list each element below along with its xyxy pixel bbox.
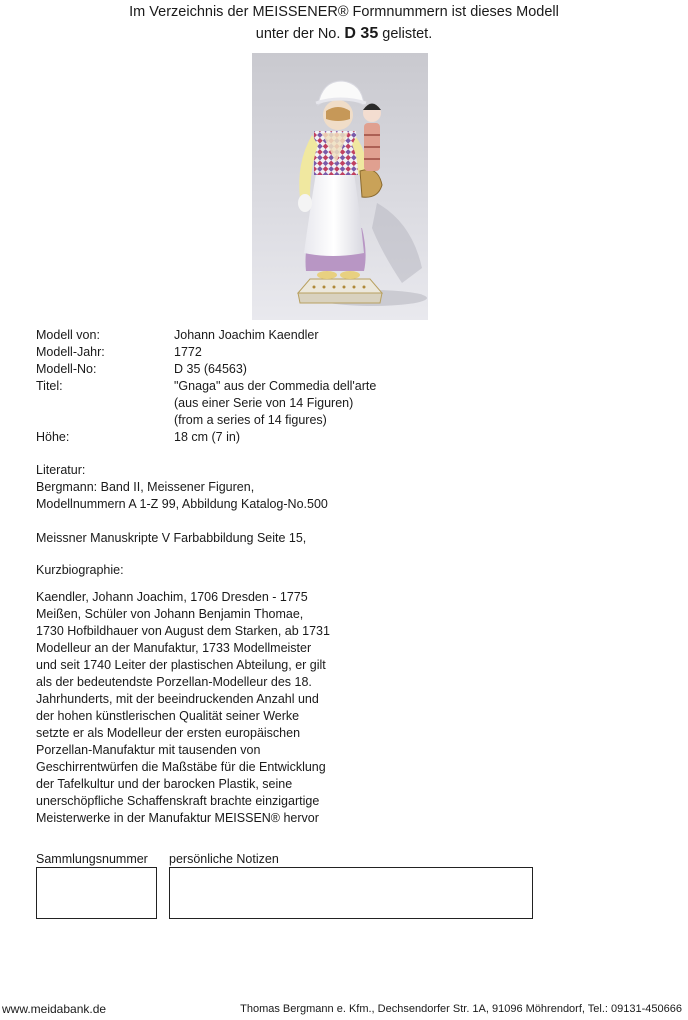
- detail-value-modell-jahr: 1772: [174, 345, 202, 359]
- page-header: [0, 2, 688, 45]
- detail-label-modell-von: Modell von:: [36, 328, 100, 342]
- footer-website[interactable]: www.meidabank.de: [2, 1002, 107, 1016]
- sammlungsnummer-field[interactable]: [36, 867, 157, 919]
- bio-line: unerschöpfliche Schaffenskraft brachte einzigartige: [36, 794, 320, 808]
- detail-value-modell-von: Johann Joachim Kaendler: [174, 328, 319, 342]
- bio-line: Meisterwerke in der Manufaktur MEISSEN® hervor: [36, 811, 319, 825]
- detail-value-titel-1: "Gnaga" aus der Commedia dell'arte: [174, 379, 377, 393]
- bio-line: 1730 Hofbildhauer von August dem Starken, ab 1731: [36, 624, 330, 638]
- detail-label-titel: Titel:: [36, 379, 63, 393]
- header-line-2: unter der No. D 35 gelistet.: [255, 25, 433, 42]
- kurzbiographie-text: [36, 589, 366, 827]
- detail-value-hoehe: 18 cm (7 in): [174, 430, 240, 444]
- detail-value-modell-no: D 35 (64563): [174, 362, 247, 376]
- detail-value-titel-3: (from a series of 14 figures): [174, 413, 327, 427]
- detail-label-modell-no: Modell-No:: [36, 362, 97, 376]
- kurzbiographie-heading: Kurzbiographie:: [36, 563, 124, 577]
- notizen-field[interactable]: [169, 867, 533, 919]
- bio-line: und seit 1740 Leiter der plastischen Abteilung, er gilt: [36, 658, 326, 672]
- bio-line: Modelleur an der Manufaktur, 1733 Modellmeister: [36, 641, 312, 655]
- detail-value-titel-2: (aus einer Serie von 14 Figuren): [174, 396, 354, 410]
- bio-line: Meißen, Schüler von Johann Benjamin Thomae,: [36, 607, 304, 621]
- bio-line: der hohen künstlerischen Qualität seiner Werke: [36, 709, 300, 723]
- sammlungsnummer-label: Sammlungsnummer: [36, 852, 148, 866]
- bio-line: als der bedeutendste Porzellan-Modelleur des 18.: [36, 675, 312, 689]
- detail-label-hoehe: Höhe:: [36, 430, 70, 444]
- footer-address: Thomas Bergmann e. Kfm., Dechsendorfer Str. 1A, 91096 Möhrendorf, Tel.: 09131-450666: [240, 1003, 682, 1015]
- detail-label-modell-jahr: Modell-Jahr:: [36, 345, 105, 359]
- literatur-line: Bergmann: Band II, Meissener Figuren,: [36, 480, 255, 494]
- bio-line: der Tafelkultur und der barocken Plastik, seine: [36, 777, 293, 791]
- literatur-heading: Literatur:: [36, 463, 86, 477]
- notizen-label: persönliche Notizen: [169, 852, 279, 866]
- bio-line: Porzellan-Manufaktur mit tausenden von: [36, 743, 261, 757]
- bio-line: Kaendler, Johann Joachim, 1706 Dresden - 1775: [36, 590, 308, 604]
- bio-line: Geschirrentwürfen die Maßstäbe für die Entwicklung: [36, 760, 326, 774]
- literatur-extra: Meissner Manuskripte V Farbabbildung Seite 15,: [36, 531, 307, 545]
- header-line-1: Im Verzeichnis der MEISSENER® Formnummern ist dieses Modell: [129, 4, 559, 20]
- bio-line: Jahrhunderts, mit der beeindruckenden Anzahl und: [36, 692, 319, 706]
- bio-line: setzte er als Modelleur der ersten europäischen: [36, 726, 301, 740]
- literatur-line: Modellnummern A 1-Z 99, Abbildung Katalog-No.500: [36, 497, 328, 511]
- figurine-photo: [252, 53, 428, 320]
- model-number: D 35: [344, 25, 379, 42]
- literatur-section: [36, 462, 456, 513]
